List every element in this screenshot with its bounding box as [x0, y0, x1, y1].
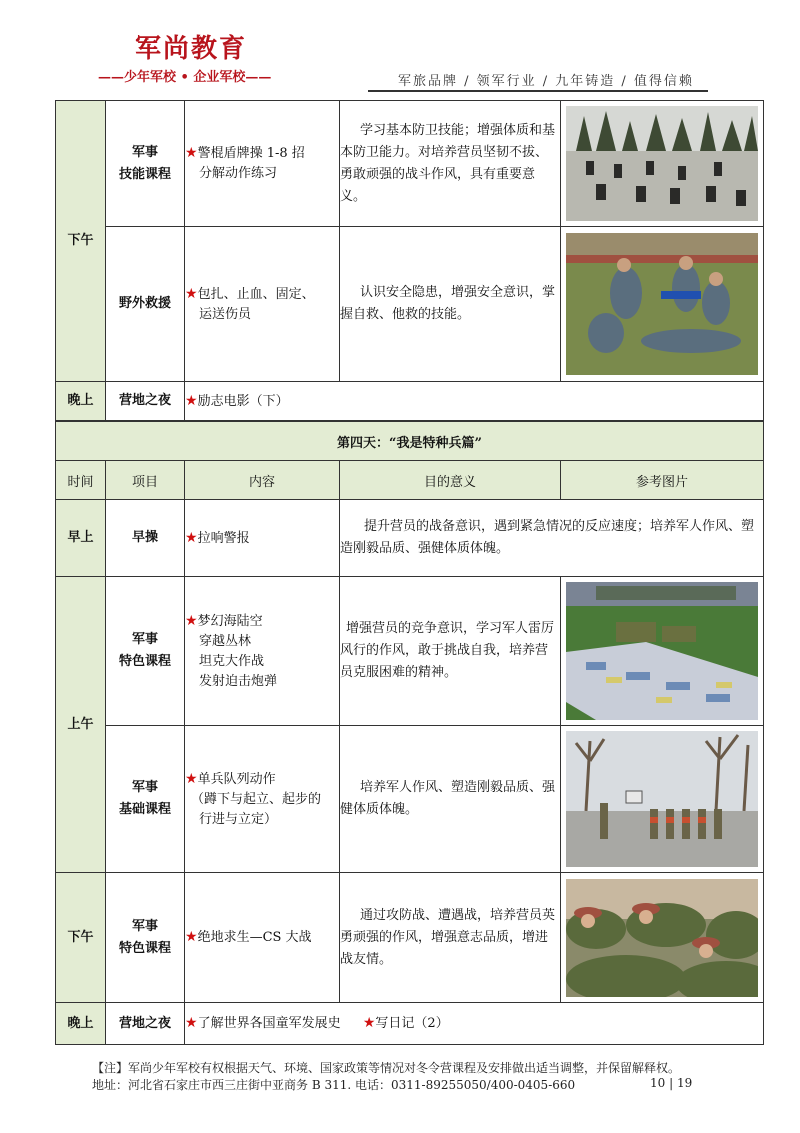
day-title: 第四天：“我是特种兵篇”	[56, 422, 764, 461]
purpose-cell: 提升营员的战备意识，遇到紧急情况的反应速度；培养军人作风、塑造刚毅品质、强健体质体魄。	[340, 500, 764, 577]
star-icon: ★	[185, 1015, 198, 1031]
column-header: 项目	[106, 461, 185, 500]
period-cell: 晚上	[56, 382, 106, 421]
photo-cell	[561, 726, 764, 873]
content-cell: ★拉响警报	[185, 500, 340, 577]
star-icon: ★	[185, 929, 198, 945]
footer-address: 地址：河北省石家庄市西三庄街中亚商务 B 311. 电话：0311-89255050/400-0405-660	[92, 1078, 576, 1092]
star-icon: ★	[185, 392, 198, 409]
item-cell: 早操	[106, 500, 185, 577]
header-divider	[368, 90, 708, 92]
content-cell: ★绝地求生—CS 大战	[185, 873, 340, 1003]
page-number: 10 | 19	[650, 1076, 693, 1090]
photo-cell	[561, 577, 764, 726]
column-header: 时间	[56, 461, 106, 500]
content-cell: ★单兵队列动作 （蹲下与起立、起步的 行进与立定）	[185, 726, 340, 873]
shield-drill-photo	[566, 106, 758, 221]
drill-march-photo	[566, 731, 758, 867]
content-cell: ★励志电影（下）	[185, 382, 764, 421]
purpose-cell: 学习基本防卫技能；增强体质和基本防卫能力。对培养营员坚韧不拔、勇敢顽强的战斗作风，具有重要意义。	[340, 101, 561, 227]
item-cell: 军事 特色课程	[106, 873, 185, 1003]
field-rescue-photo	[566, 233, 758, 375]
item-cell: 军事 基础课程	[106, 726, 185, 873]
column-header: 内容	[185, 461, 340, 500]
content-cell: ★包扎、止血、固定、 运送伤员	[185, 227, 340, 382]
star-icon: ★	[185, 145, 198, 161]
schedule-table-top	[55, 100, 764, 421]
period-cell: 下午	[56, 101, 106, 382]
purpose-cell: 通过攻防战、遭遇战，培养营员英勇顽强的作风，增强意志品质，增进战友情。	[340, 873, 561, 1003]
column-header: 目的意义	[340, 461, 561, 500]
content-cell: ★警棍盾牌操 1-8 招 分解动作练习	[185, 101, 340, 227]
schedule-table-day4	[55, 421, 764, 1045]
purpose-cell: 培养军人作风、塑造刚毅品质、强健体质体魄。	[340, 726, 561, 873]
photo-cell	[561, 227, 764, 382]
footer-note: 【注】军尚少年军校有权根据天气、环境、国家政策等情况对冬令营课程及安排做出适当调整，并保留解释权。	[92, 1061, 681, 1075]
obstacle-course-photo	[566, 582, 758, 720]
star-icon: ★	[185, 529, 198, 546]
purpose-cell: 增强营员的竞争意识，学习军人雷厉风行的作风，敢于挑战自我，培养营员克服困难的精神。	[340, 577, 561, 726]
cs-battle-photo	[566, 879, 758, 997]
column-header: 参考图片	[561, 461, 764, 500]
item-cell: 军事 技能课程	[106, 101, 185, 227]
brand-subtitle: ——少年军校 • 企业军校——	[98, 70, 272, 85]
period-cell: 早上	[56, 500, 106, 577]
period-cell: 晚上	[56, 1003, 106, 1045]
star-icon: ★	[185, 770, 198, 787]
brand-logo: 军尚教育	[135, 34, 248, 64]
period-cell: 上午	[56, 577, 106, 873]
purpose-cell: 认识安全隐患，增强安全意识，掌握自救、他救的技能。	[340, 227, 561, 382]
item-cell: 营地之夜	[106, 382, 185, 421]
content-cell: ★了解世界各国童军发展史 ★写日记（2）	[185, 1003, 764, 1045]
item-cell: 野外救援	[106, 227, 185, 382]
star-icon: ★	[185, 612, 198, 629]
period-cell: 下午	[56, 873, 106, 1003]
item-cell: 军事 特色课程	[106, 577, 185, 726]
star-icon: ★	[362, 1015, 376, 1031]
photo-cell	[561, 873, 764, 1003]
brand-tagline: 军旅品牌 / 领军行业 / 九年铸造 / 值得信赖	[398, 74, 694, 89]
content-cell: ★梦幻海陆空 穿越丛林 坦克大作战 发射迫击炮弹	[185, 577, 340, 726]
photo-cell	[561, 101, 764, 227]
star-icon: ★	[185, 285, 198, 302]
item-cell: 营地之夜	[106, 1003, 185, 1045]
